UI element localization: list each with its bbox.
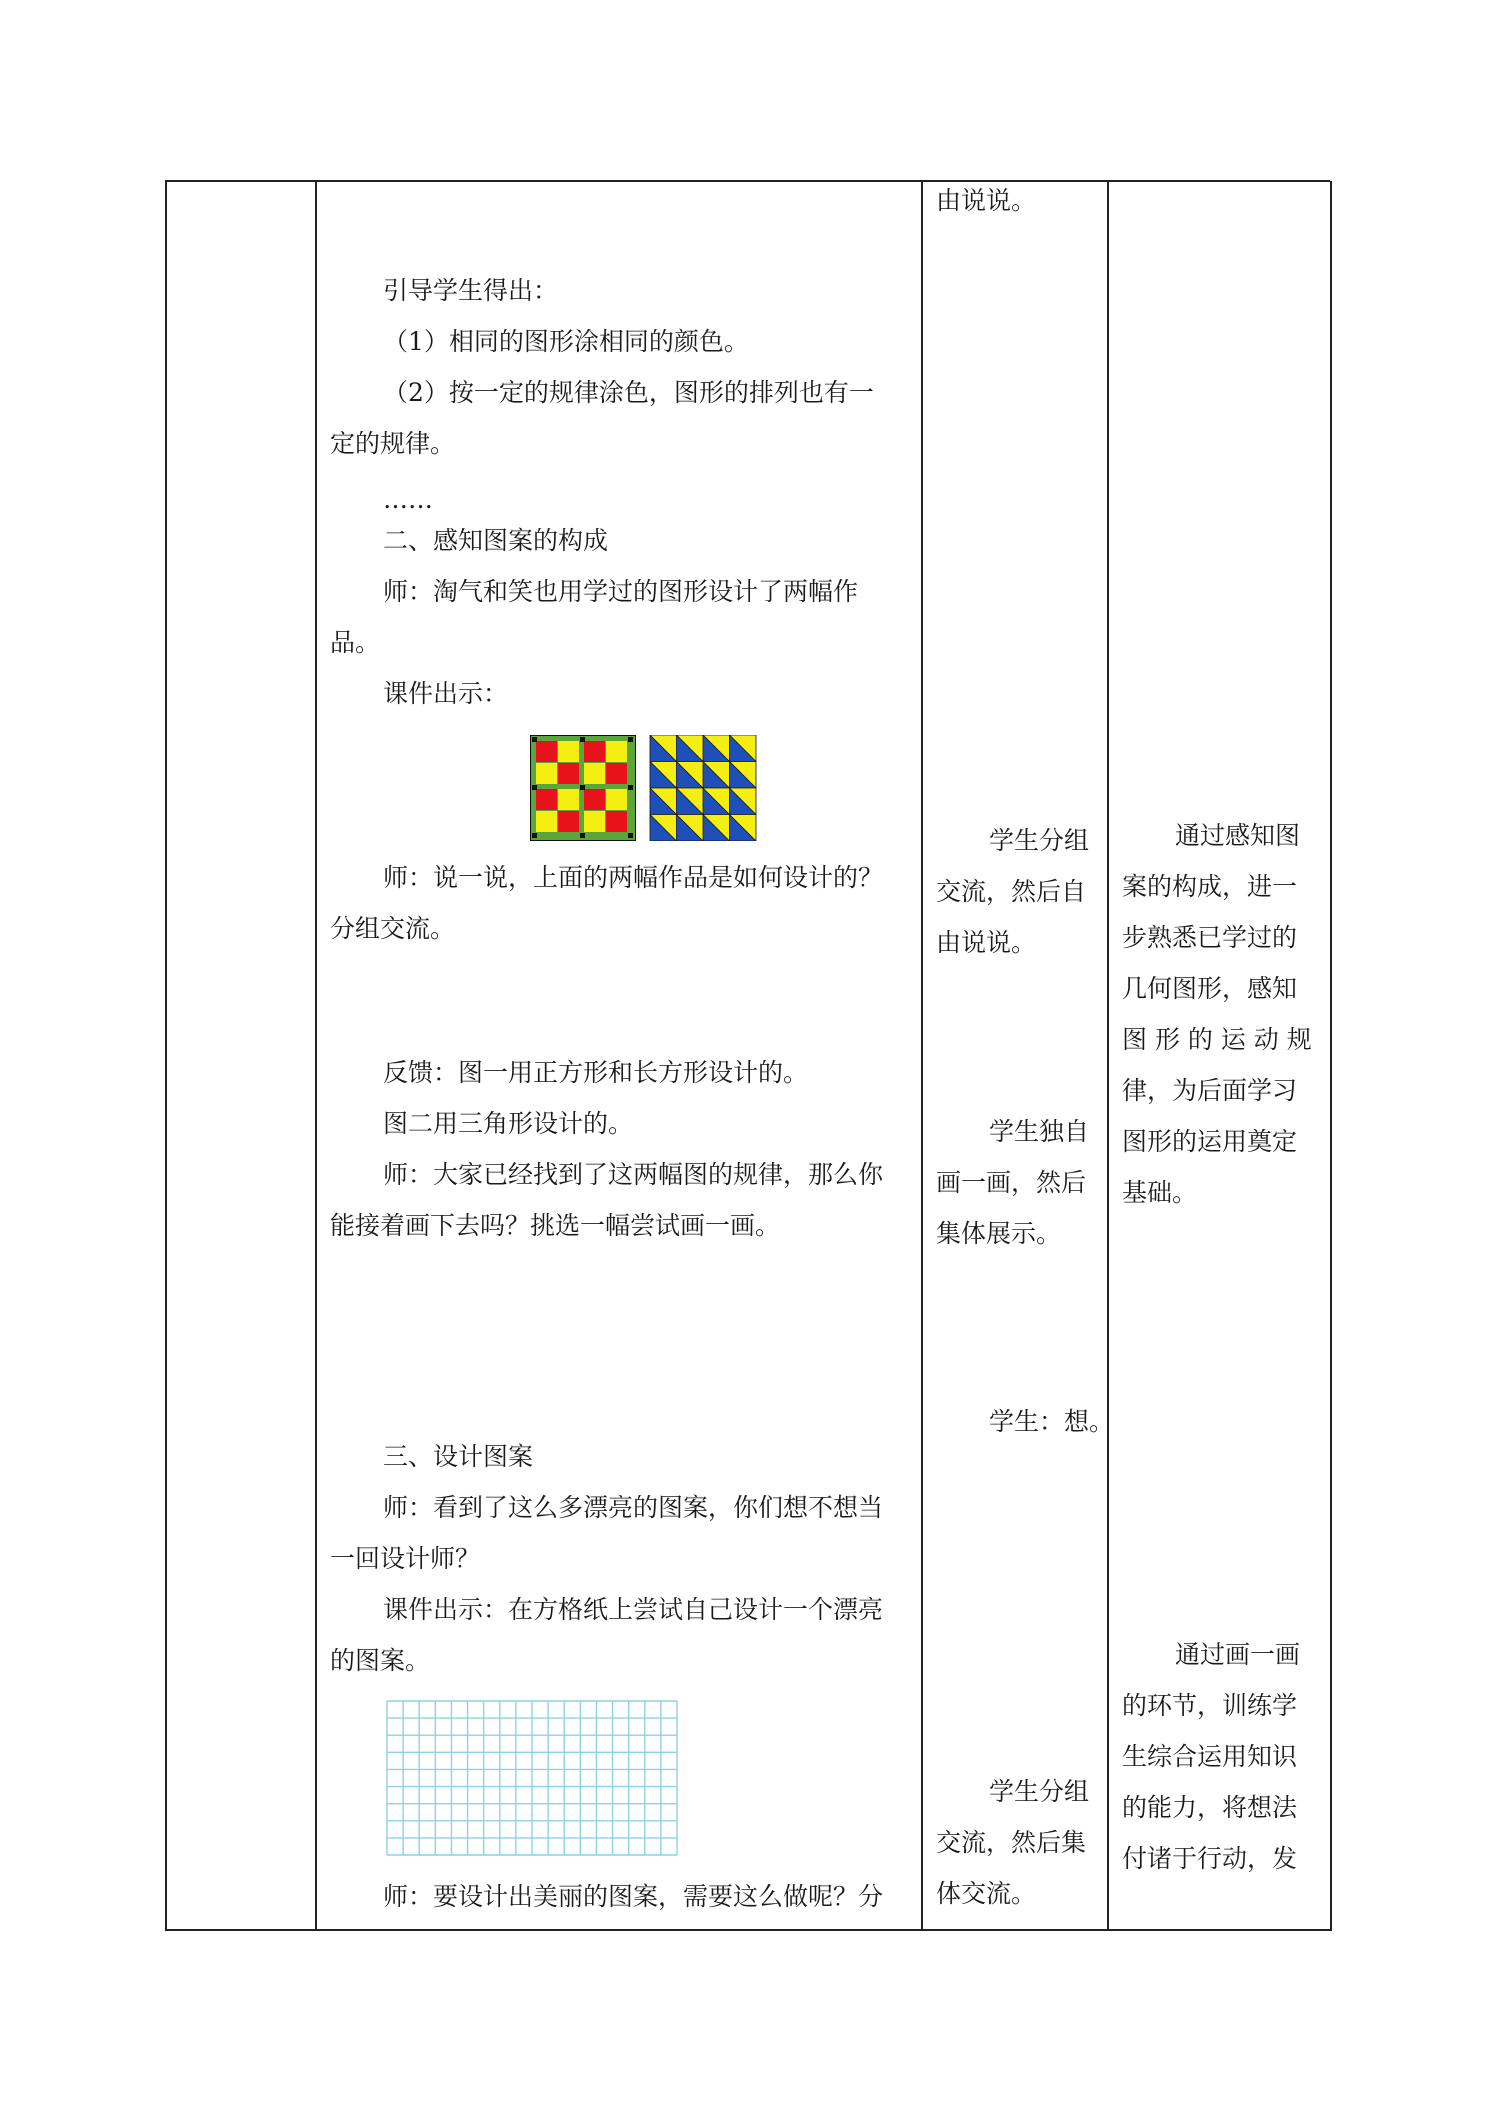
text-line: 付诸于行动，发 xyxy=(1122,1844,1298,1873)
pattern-square xyxy=(606,789,627,810)
text-line: 生综合运用知识 xyxy=(1122,1742,1298,1771)
pattern-artworks xyxy=(530,735,760,845)
text-line: 品。 xyxy=(330,628,381,657)
pattern-triangles xyxy=(650,735,756,841)
text-line: 图 形 的 运 动 规 xyxy=(1122,1025,1312,1054)
grid-paper-image xyxy=(386,1700,678,1856)
text-line: 由说说。 xyxy=(936,186,1037,215)
text-line: 能接着画下去吗？挑选一幅尝试画一画。 xyxy=(330,1211,781,1240)
text-line: 图二用三角形设计的。 xyxy=(383,1109,634,1138)
text-line: 通过感知图 xyxy=(1175,821,1301,850)
text-line: 学生分组 xyxy=(989,826,1090,855)
text-line: 师：要设计出美丽的图案，需要这么做呢？分 xyxy=(383,1882,884,1911)
text-line: 画一画，然后 xyxy=(936,1168,1087,1197)
pattern-square xyxy=(558,741,579,762)
pattern-square xyxy=(584,763,605,784)
text-line: 交流，然后集 xyxy=(936,1828,1087,1857)
pattern-corner-dot xyxy=(580,737,585,742)
pattern-corner-dot xyxy=(628,833,633,838)
text-line: 师：说一说，上面的两幅作品是如何设计的？ xyxy=(383,863,884,892)
text-line: 基础。 xyxy=(1122,1178,1198,1207)
text-line: 引导学生得出： xyxy=(383,276,559,305)
text-line: 几何图形，感知 xyxy=(1122,974,1298,1003)
pattern-square xyxy=(536,811,557,832)
text-line: 体交流。 xyxy=(936,1879,1037,1908)
text-line: 律，为后面学习 xyxy=(1122,1076,1298,1105)
pattern-corner-dot xyxy=(580,833,585,838)
pattern-square xyxy=(584,789,605,810)
pattern-square xyxy=(606,763,627,784)
pattern-corner-dot xyxy=(532,833,537,838)
pattern-square xyxy=(558,811,579,832)
text-line: 的环节，训练学 xyxy=(1122,1691,1298,1720)
text-line: 集体展示。 xyxy=(936,1219,1062,1248)
text-line: 分组交流。 xyxy=(330,914,456,943)
text-line: 学生独自 xyxy=(989,1117,1090,1146)
text-line: 课件出示： xyxy=(383,679,509,708)
text-line: 图形的运用奠定 xyxy=(1122,1127,1298,1156)
pattern-square xyxy=(584,811,605,832)
text-line: （2）按一定的规律涂色，图形的排列也有一 xyxy=(383,378,874,407)
text-line: 的图案。 xyxy=(330,1646,431,1675)
text-line: 学生分组 xyxy=(989,1777,1090,1806)
text-line: 反馈：图一用正方形和长方形设计的。 xyxy=(383,1058,809,1087)
pattern-square xyxy=(536,789,557,810)
pattern-square xyxy=(558,789,579,810)
text-line: 由说说。 xyxy=(936,928,1037,957)
pattern-corner-dot xyxy=(580,785,585,790)
text-line: 师：淘气和笑也用学过的图形设计了两幅作 xyxy=(383,577,859,606)
grid-paper xyxy=(386,1700,678,1860)
table-top-border xyxy=(165,180,1330,182)
section-heading: 三、设计图案 xyxy=(383,1442,534,1471)
text-line: 一回设计师？ xyxy=(330,1544,481,1573)
text-line: 步熟悉已学过的 xyxy=(1122,923,1298,952)
text-line: 案的构成，进一 xyxy=(1122,872,1298,901)
text-line: （1）相同的图形涂相同的颜色。 xyxy=(383,327,749,356)
section-heading: 二、感知图案的构成 xyxy=(383,526,609,555)
text-line: 交流，然后自 xyxy=(936,877,1087,906)
text-line: …… xyxy=(383,485,433,514)
pattern-corner-dot xyxy=(532,785,537,790)
pattern-squares-rectangles xyxy=(530,735,636,841)
text-line: 师：看到了这么多漂亮的图案，你们想不想当 xyxy=(383,1493,884,1522)
pattern-square xyxy=(584,741,605,762)
table-col-border-1 xyxy=(165,181,167,1931)
table-bottom-border xyxy=(165,1929,1330,1931)
table-col-border-5 xyxy=(1330,181,1332,1931)
pattern-square xyxy=(606,811,627,832)
pattern-corner-dot xyxy=(628,785,633,790)
pattern-corner-dot xyxy=(532,737,537,742)
pattern-square xyxy=(558,763,579,784)
text-line: 课件出示：在方格纸上尝试自己设计一个漂亮 xyxy=(383,1595,884,1624)
text-line: 的能力，将想法 xyxy=(1122,1793,1298,1822)
pattern-square xyxy=(536,763,557,784)
table-col-border-3 xyxy=(921,181,923,1931)
text-line: 学生：想。 xyxy=(989,1407,1115,1436)
pattern-corner-dot xyxy=(628,737,633,742)
text-line: 定的规律。 xyxy=(330,429,456,458)
text-line: 通过画一画 xyxy=(1175,1640,1301,1669)
text-line: 师：大家已经找到了这两幅图的规律，那么你 xyxy=(383,1160,884,1189)
pattern-square xyxy=(536,741,557,762)
table-col-border-4 xyxy=(1107,181,1109,1931)
table-col-border-2 xyxy=(315,181,317,1931)
pattern-square xyxy=(606,741,627,762)
pattern-artworks-image xyxy=(530,735,760,841)
